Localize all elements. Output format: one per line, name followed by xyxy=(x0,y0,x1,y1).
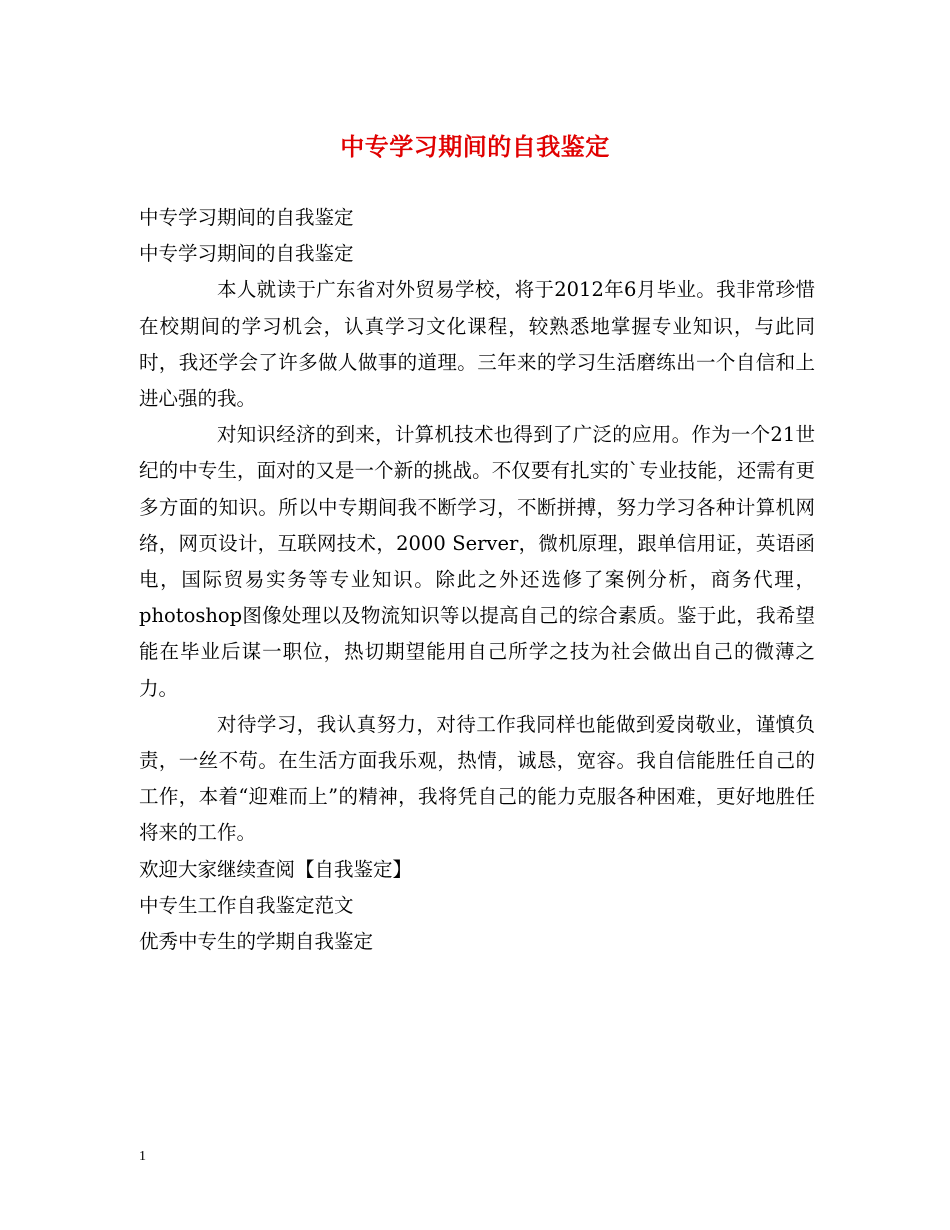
document-title: 中专学习期间的自我鉴定 xyxy=(340,132,610,161)
subtitle-line-1: 中专学习期间的自我鉴定 xyxy=(139,206,354,229)
paragraph-2: 对知识经济的到来，计算机技术也得到了广泛的应用。作为一个21世纪的中专生，面对的又是一个新的挑战。不仅要有扎实的`专业技能，还需有更多方面的知识。所以中专期间我不断学习，不断拼搏，努力学习各种计算机网络，网页设计，互联网技术，2000 Server，微机原理，跟单信用证，英语函电，国际贸易实务等专业知识。除此之外还选修了案例分析，商务代理，photoshop图像处理以及物流知识等以提高自己的综合素质。鉴于此，我希望能在毕业后谋一职位，热切期望能用自己所学之技为社会做出自己的微薄之力。 xyxy=(139,423,815,700)
document-body xyxy=(139,200,815,960)
related-link-1[interactable]: 欢迎大家继续查阅【自我鉴定】 xyxy=(139,857,413,881)
paragraph-3: 对待学习，我认真努力，对待工作我同样也能做到爱岗敬业，谨慎负责，一丝不苟。在生活方面我乐观，热情，诚恳，宽容。我自信能胜任自己的工作，本着“迎难而上”的精神，我将凭自己的能力克服各种困难，更好地胜任将来的工作。 xyxy=(139,712,815,845)
subtitle-line-2: 中专学习期间的自我鉴定 xyxy=(139,242,354,266)
related-link-2[interactable]: 中专生工作自我鉴定范文 xyxy=(139,893,354,917)
related-link-3[interactable]: 优秀中专生的学期自我鉴定 xyxy=(139,930,374,954)
page-number: 1 xyxy=(139,1149,146,1164)
paragraph-1: 本人就读于广东省对外贸易学校，将于2012年6月毕业。我非常珍惜在校期间的学习机会，认真学习文化课程，较熟悉地掌握专业知识，与此同时，我还学会了许多做人做事的道理。三年来的学习生活磨练出一个自信和上进心强的我。 xyxy=(139,278,815,411)
